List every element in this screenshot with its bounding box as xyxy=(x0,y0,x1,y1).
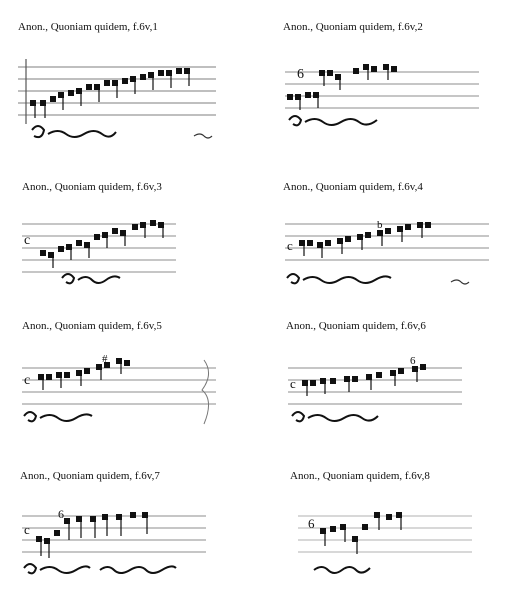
caption-1: Anon., Quoniam quidem, f.6v,1 xyxy=(18,21,158,33)
svg-text:6: 6 xyxy=(58,507,64,521)
caption-7: Anon., Quoniam quidem, f.6v,7 xyxy=(20,470,160,482)
manuscript-fragment-5 xyxy=(20,350,220,434)
manuscript-fragment-7 xyxy=(20,500,210,584)
svg-text:6: 6 xyxy=(410,355,416,367)
svg-text:b: b xyxy=(377,219,383,231)
manuscript-fragment-6 xyxy=(286,350,466,434)
svg-text:c: c xyxy=(24,522,30,537)
caption-6: Anon., Quoniam quidem, f.6v,6 xyxy=(286,320,426,332)
caption-8: Anon., Quoniam quidem, f.6v,8 xyxy=(290,470,430,482)
manuscript-fragment-3 xyxy=(20,210,180,290)
caption-2: Anon., Quoniam quidem, f.6v,2 xyxy=(283,21,423,33)
svg-text:c: c xyxy=(287,238,293,253)
svg-text:6: 6 xyxy=(308,516,315,531)
caption-5: Anon., Quoniam quidem, f.6v,5 xyxy=(22,320,162,332)
svg-text:c: c xyxy=(290,376,296,391)
manuscript-fragment-4 xyxy=(283,210,493,294)
svg-text:c: c xyxy=(24,233,31,248)
manuscript-fragment-1 xyxy=(18,54,218,150)
manuscript-fragment-8 xyxy=(296,500,476,584)
svg-text:c: c xyxy=(24,373,31,388)
svg-text:6: 6 xyxy=(297,67,304,82)
svg-text:#: # xyxy=(102,353,108,365)
caption-3: Anon., Quoniam quidem, f.6v,3 xyxy=(22,181,162,193)
manuscript-fragment-2 xyxy=(283,54,483,134)
caption-4: Anon., Quoniam quidem, f.6v,4 xyxy=(283,181,423,193)
